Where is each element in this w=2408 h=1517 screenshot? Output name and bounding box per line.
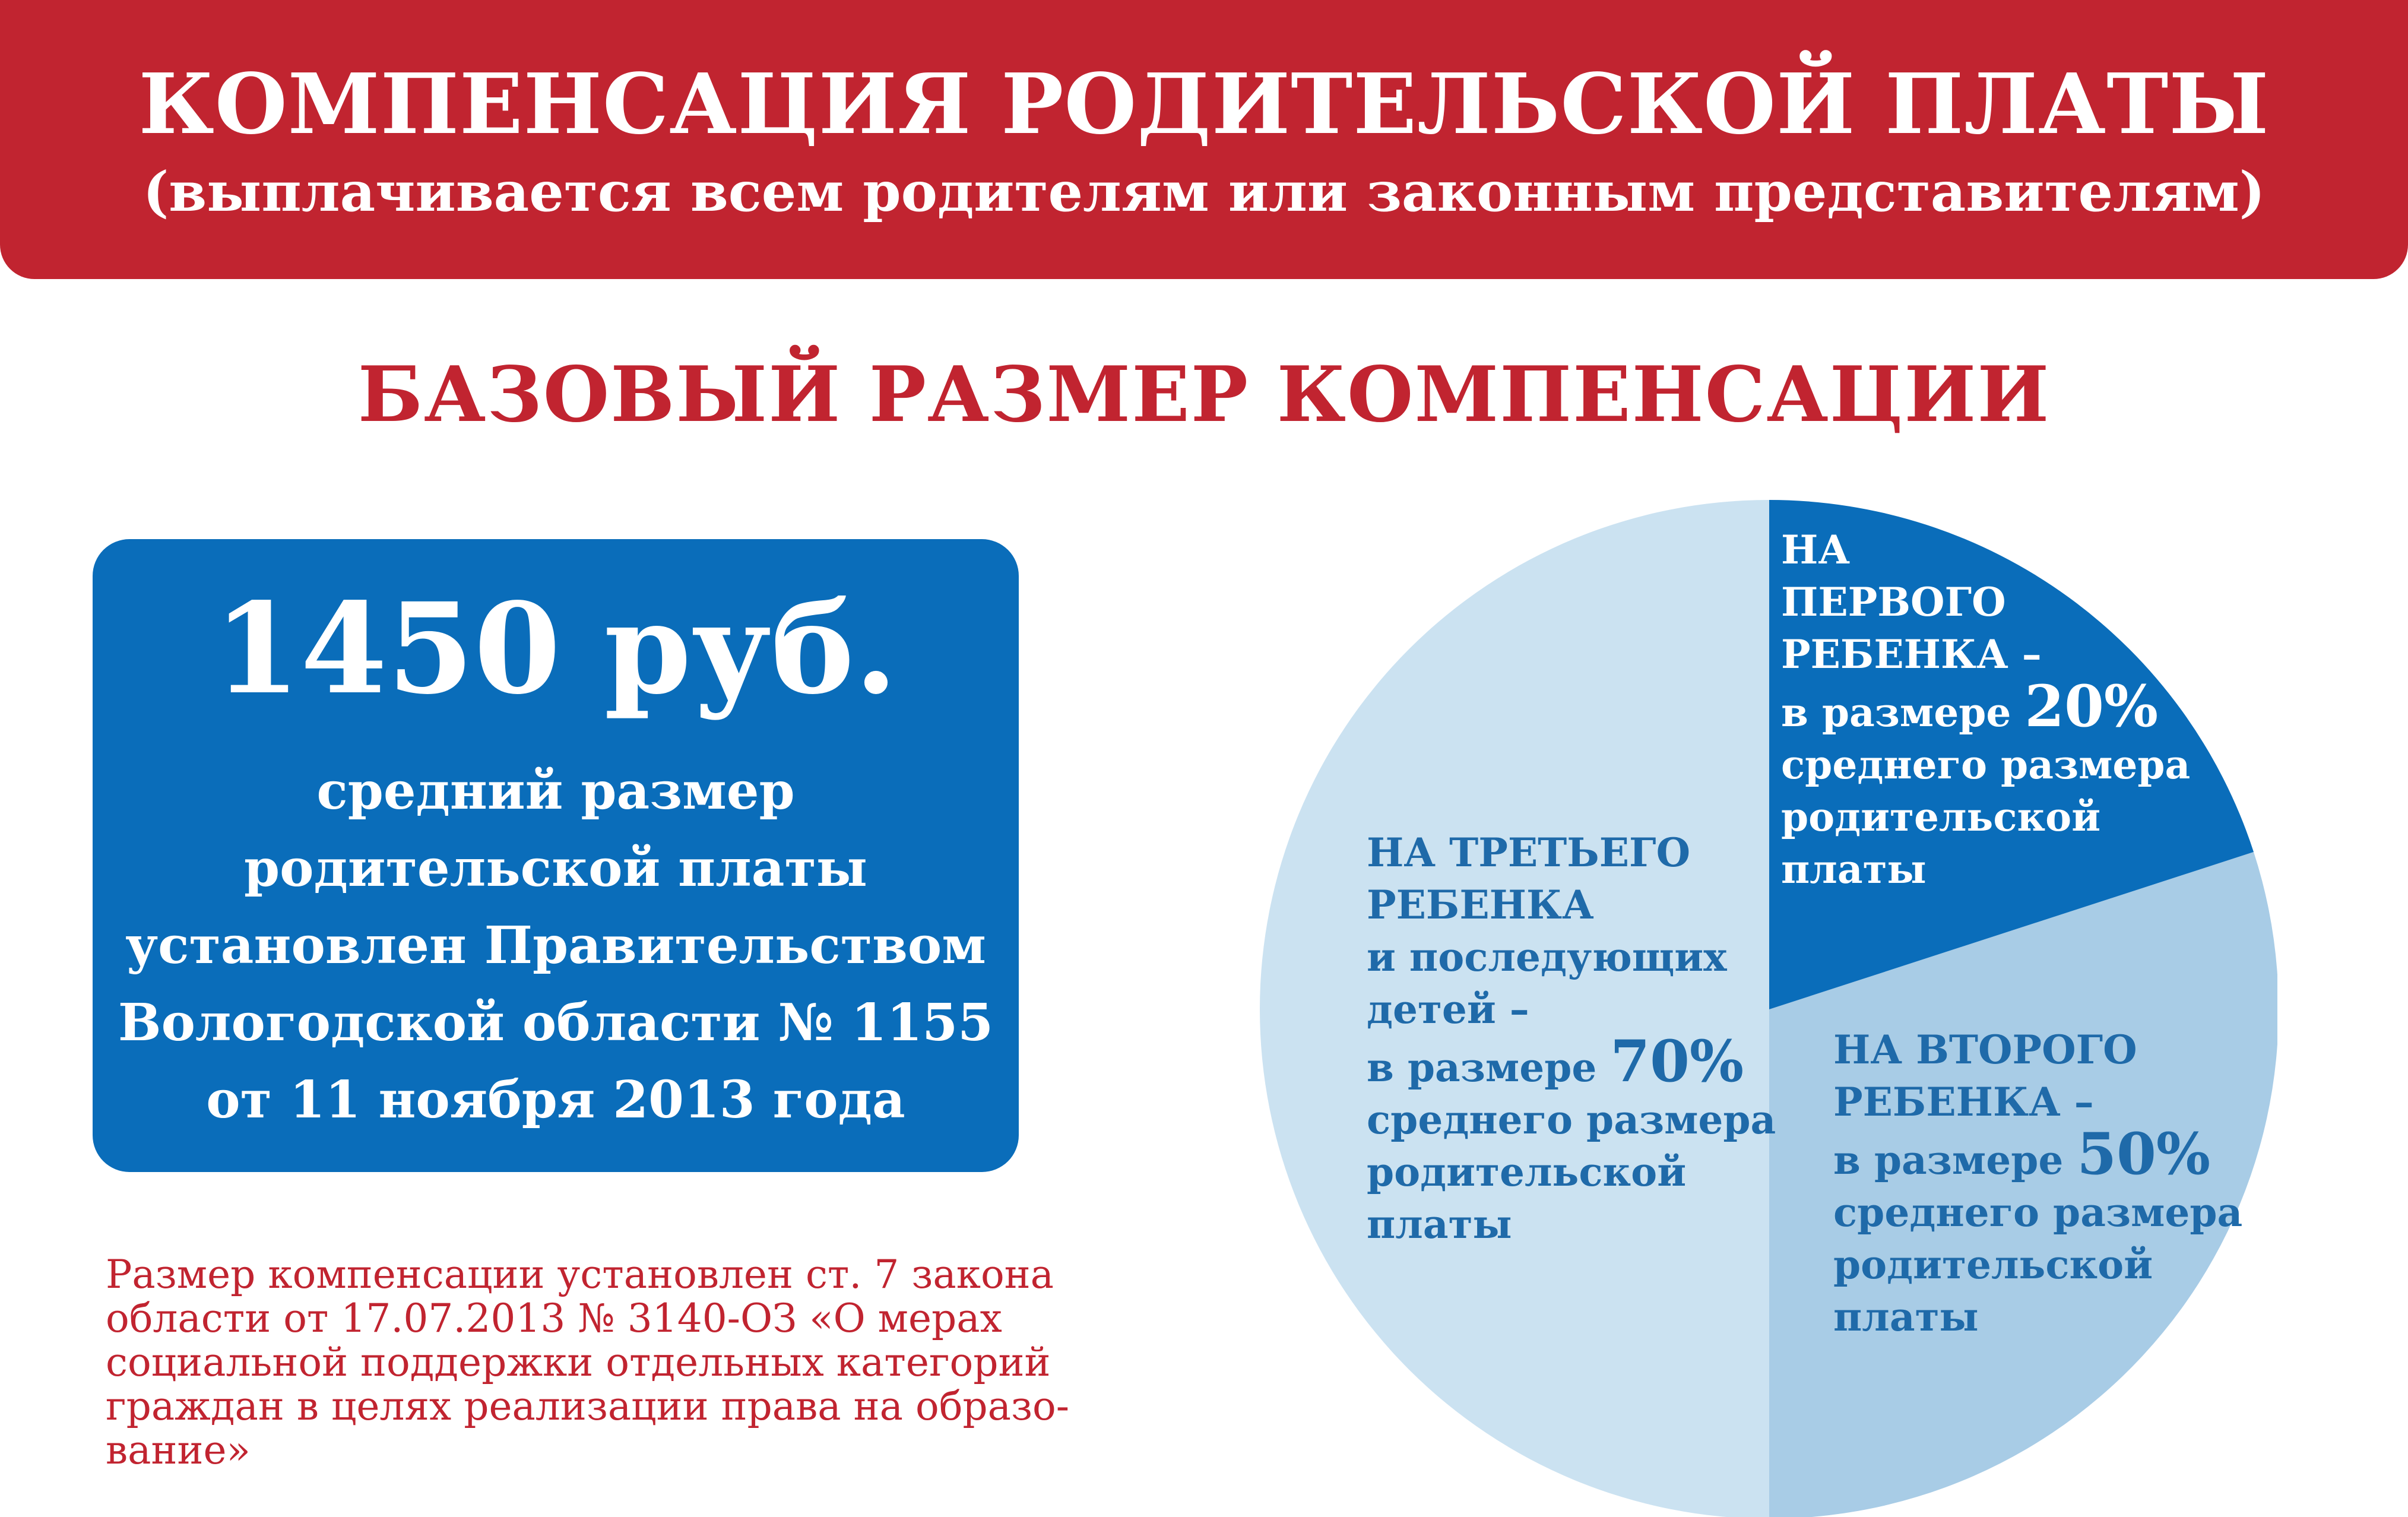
average-fee-amount: 1450 руб. (213, 575, 898, 722)
label-line: платы (1367, 1201, 1512, 1247)
label-line: родительской (1781, 794, 2101, 840)
label-line: НА ВТОРОГО (1833, 1027, 2137, 1073)
label-percent: 70% (1610, 1028, 1744, 1095)
label-line: РЕБЕНКА – (1781, 631, 2042, 677)
description-line: Вологодской области № 1155 (118, 993, 994, 1053)
note-line: социальной поддержки отдельных категорий (106, 1339, 1051, 1385)
banner-title: КОМПЕНСАЦИЯ РОДИТЕЛЬСКОЙ ПЛАТЫ (138, 56, 2270, 153)
average-fee-box (93, 539, 1019, 1172)
label-line: ПЕРВОГО (1781, 579, 2006, 625)
label-line: детей – (1367, 986, 1529, 1033)
average-fee-description (104, 753, 1007, 1139)
label-line: среднего размера (1833, 1189, 2243, 1236)
banner-subtitle: (выплачивается всем родителям или законным представителям) (142, 160, 2266, 224)
label-line: НА ТРЕТЬЕГО (1367, 829, 1691, 876)
label-size-line (1833, 1120, 2242, 1187)
note-line: области от 17.07.2013 № 3140-ОЗ «О мерах (106, 1296, 1002, 1341)
label-third-child (1367, 826, 1776, 1250)
label-line: платы (1833, 1294, 1979, 1340)
label-line: родительской (1833, 1242, 2153, 1288)
label-percent: 50% (2077, 1120, 2211, 1187)
compensation-pie-chart (1259, 500, 2277, 1517)
description-line: родительской платы (244, 838, 867, 898)
note-line: граждан в целях реализации права на образо- (106, 1383, 1070, 1429)
label-percent: 20% (2024, 673, 2159, 740)
label-line: РЕБЕНКА – (1833, 1079, 2094, 1125)
label-first-child (1781, 524, 2190, 895)
description-line: средний размер (316, 761, 795, 821)
label-size-prefix: в размере (1833, 1137, 2077, 1183)
label-second-child (1833, 1024, 2242, 1343)
label-line: среднего размера (1781, 742, 2191, 788)
section-title: БАЗОВЫЙ РАЗМЕР КОМПЕНСАЦИИ (357, 350, 2051, 439)
law-reference-note (106, 1252, 1070, 1473)
description-line: от 11 ноября 2013 года (206, 1070, 905, 1130)
note-line: Размер компенсации установлен ст. 7 закона (106, 1252, 1054, 1297)
label-line: среднего размера (1367, 1097, 1776, 1143)
label-size-prefix: в размере (1781, 689, 2025, 736)
label-line: родительской (1367, 1149, 1687, 1195)
label-line: РЕБЕНКА (1367, 882, 1594, 928)
label-size-line (1367, 1028, 1776, 1095)
note-line: вание» (106, 1427, 251, 1473)
label-line: и последующих (1367, 934, 1727, 980)
label-line: НА (1781, 527, 1851, 573)
label-size-line (1781, 673, 2190, 740)
header-banner (0, 0, 2408, 279)
description-line: установлен Правительством (125, 916, 986, 976)
label-line: платы (1781, 846, 1927, 892)
label-size-prefix: в размере (1367, 1044, 1611, 1091)
